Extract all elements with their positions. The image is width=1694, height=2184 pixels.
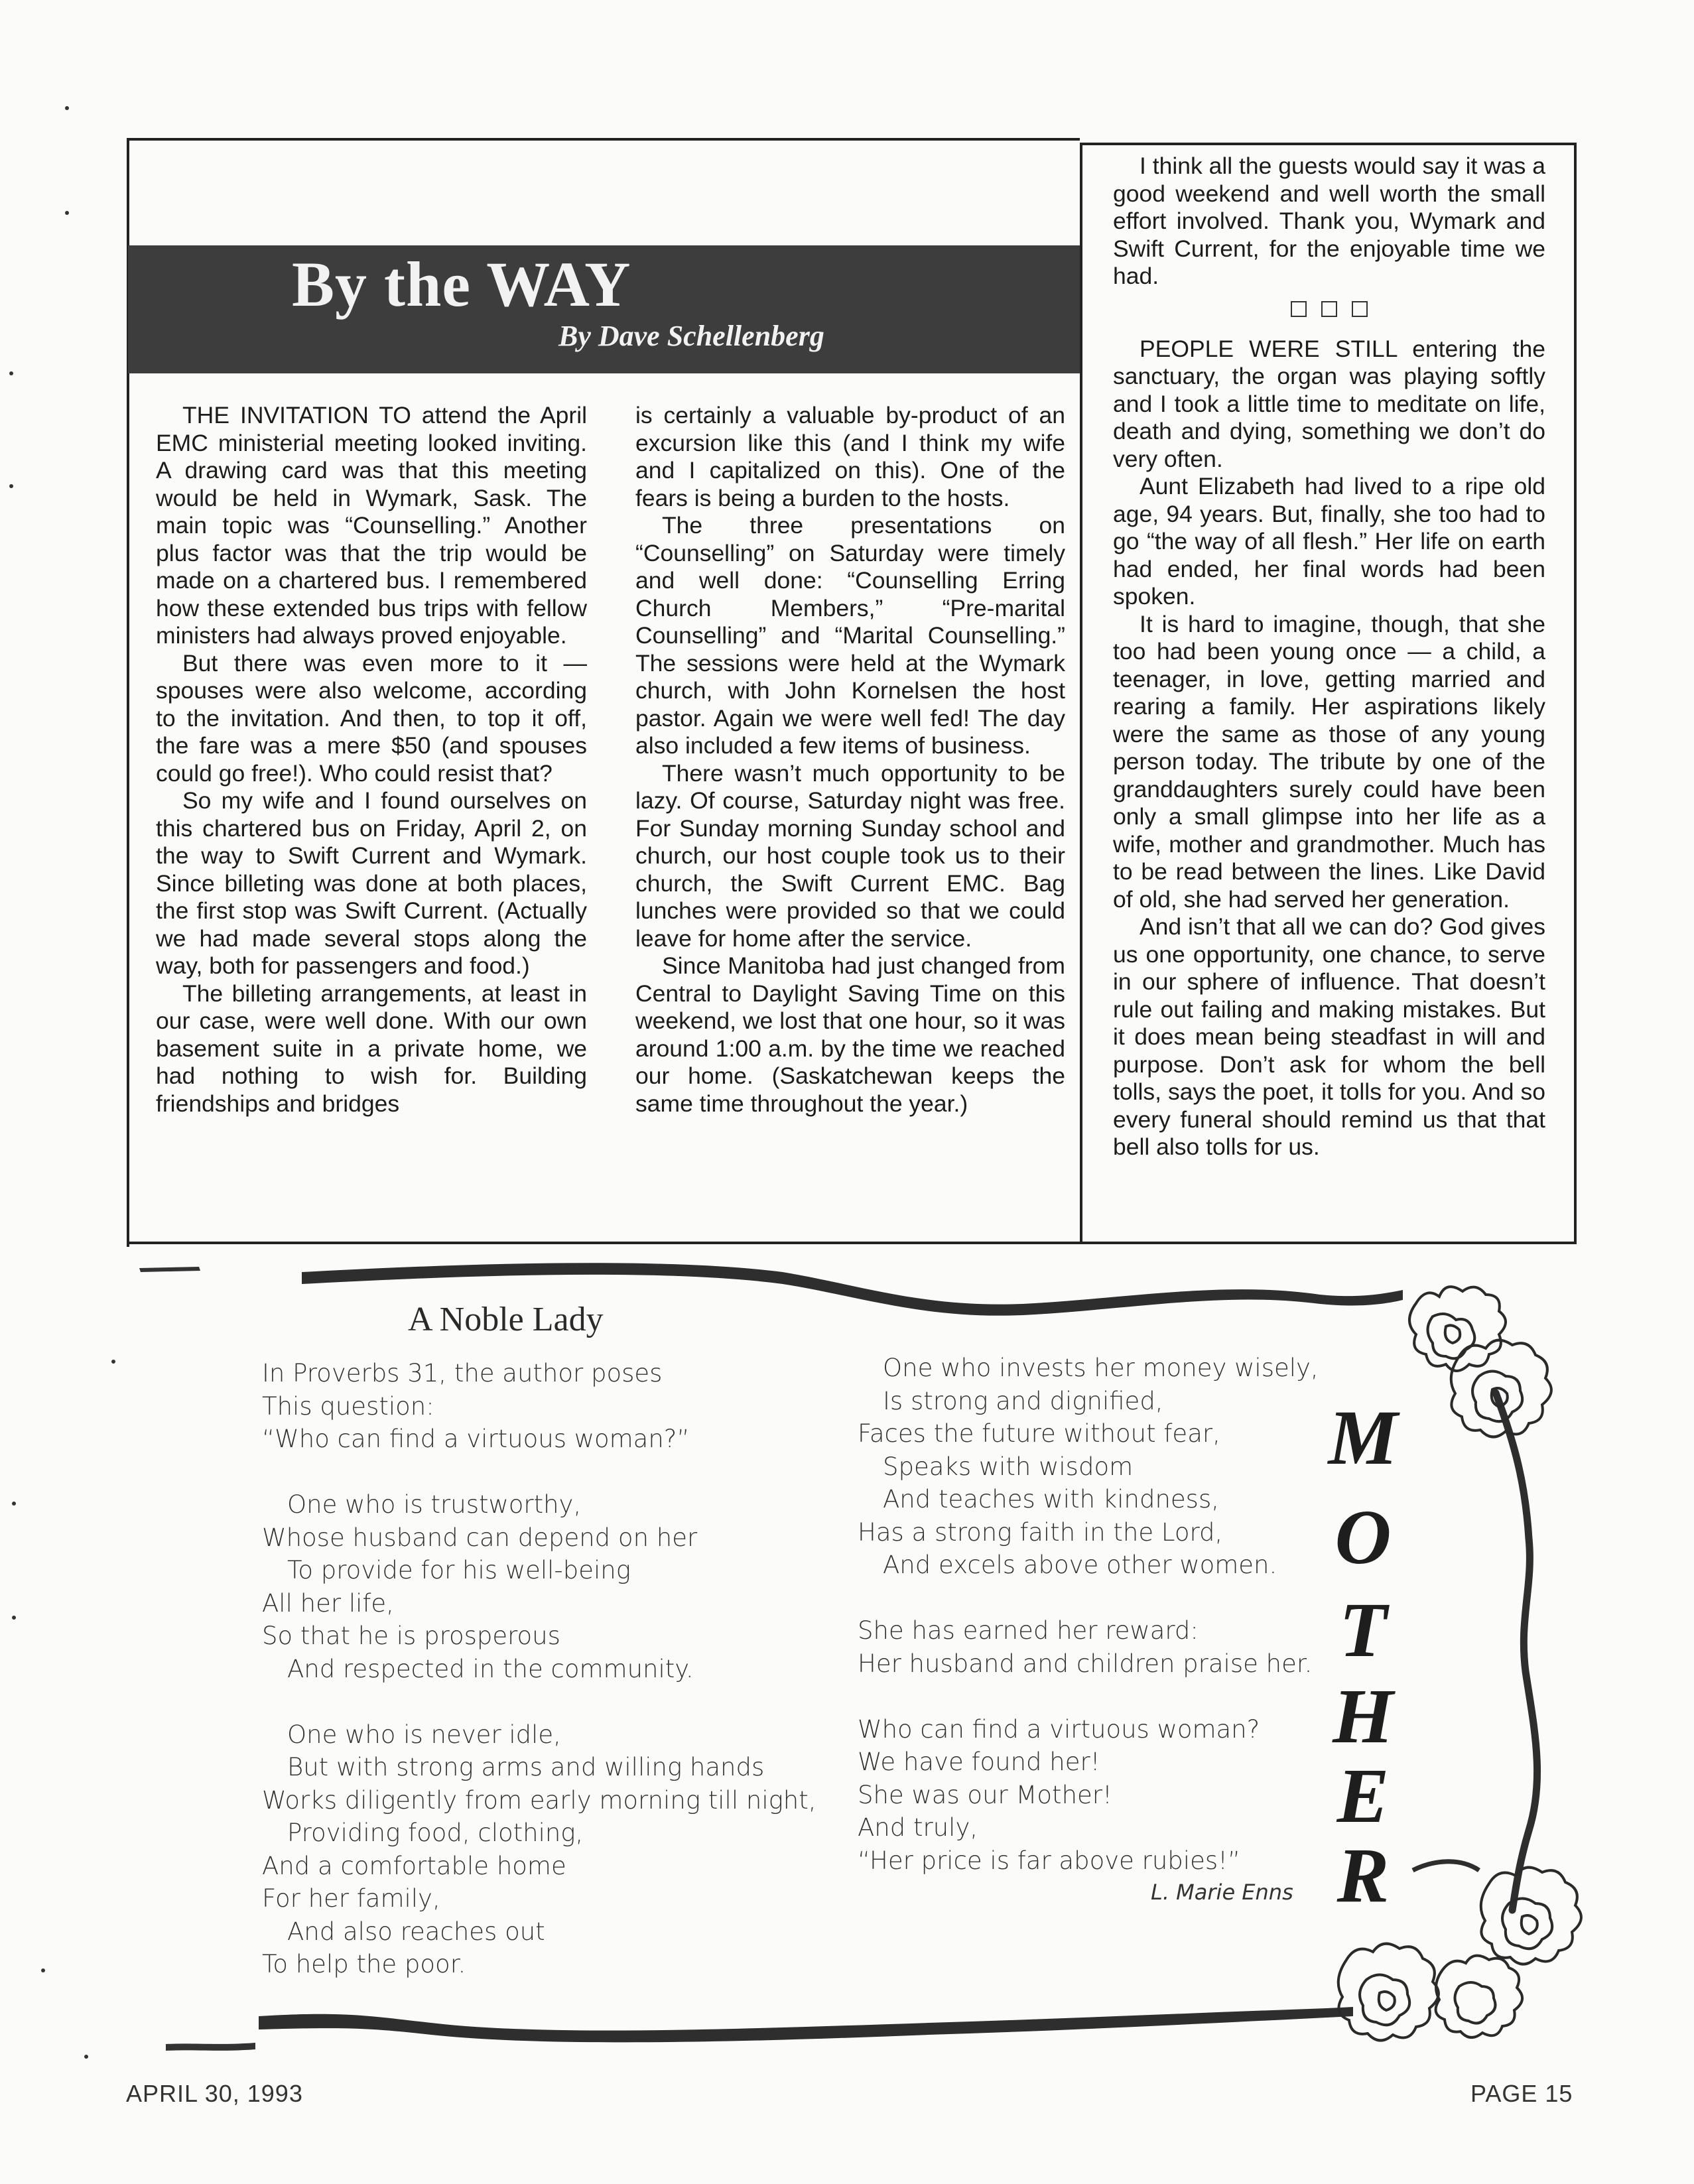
stanza-gap [858, 1582, 1319, 1615]
article-paragraph: PEOPLE WERE STILL entering the sanctuary, the organ was playing softly and I took a little time to meditate on life, death and dying, something we don’t do very often. [1113, 335, 1545, 472]
poem-line: We have found her! [858, 1748, 1100, 1776]
mother-letter: H [1333, 1673, 1394, 1760]
poem-line: To provide for his well-being [287, 1556, 631, 1584]
stanza-gap [858, 1680, 1319, 1713]
poem-line: “Who can find a virtuous woman?” [262, 1425, 690, 1453]
column-title: By the WAY [292, 249, 631, 320]
article-paragraph: The billeting arrangements, at least in our case, were well done. With our own basement suite in a private home, we had nothing to wish for. Building friendships and bridges [156, 980, 587, 1117]
article-paragraph: And isn’t that all we can do? God gives us one opportunity, one chance, to serve in our sphere of influence. That doesn’t rule out failing and making mistakes. But it does mean being steadfast in will and purpose. Don’t ask for whom the bell tolls, says the poet, it tolls for you. And so every funeral should remind us that that bell also tolls for us. [1113, 913, 1545, 1160]
carnation-flower [1481, 1868, 1581, 1964]
poem-line: Providing food, clothing, [287, 1819, 584, 1847]
vine-curl [1413, 1862, 1479, 1870]
article-paragraph: Since Manitoba had just changed from Central to Daylight Saving Time on this weekend, we lost that one hour, so it was around 1:00 a.m. by the time we reached our home. (Saskatchewan keeps the same time throughout the year.) [635, 952, 1065, 1117]
poem-line: All her life, [262, 1588, 394, 1618]
footer-page-number: PAGE 15 [1470, 2080, 1573, 2107]
poem-line: One who is never idle, [287, 1720, 561, 1749]
poem-author: L. Marie Enns [1151, 1880, 1293, 1905]
footer-date: APRIL 30, 1993 [126, 2080, 303, 2107]
column-byline: By Dave Schellenberg [558, 320, 824, 352]
poem-line: For her family, [262, 1884, 440, 1913]
poem-line: And truly, [858, 1813, 978, 1842]
poem-line: But with strong arms and willing hands [287, 1753, 765, 1781]
carnation-flower [1436, 1956, 1523, 2037]
mother-letter: R [1336, 1832, 1390, 1919]
brush-stroke-top-tick [139, 1267, 200, 1272]
poem-line: “Her price is far above rubies!” [858, 1846, 1241, 1875]
poem-column-left [262, 1357, 816, 1981]
poem-line: Her husband and children praise her. [858, 1649, 1313, 1678]
brush-stroke-bottom [259, 2007, 1353, 2042]
poem-line: She was our Mother! [858, 1780, 1112, 1809]
poem-line: And respected in the community. [287, 1654, 694, 1683]
poem-line: She has earned her reward: [858, 1616, 1199, 1645]
poem-line: This question: [262, 1391, 434, 1421]
mother-letter: T [1338, 1586, 1388, 1673]
article-paragraph: THE INVITATION TO attend the April EMC ministerial meeting looked inviting. A drawing card was that this meeting would be held in Wymark, Sask. The main topic was “Counselling.” Another plus factor was that the trip would be made on a chartered bus. I remembered how these extended bus trips with fellow ministers had always proved enjoyable. [156, 402, 587, 649]
poem-line: One who is trustworthy, [287, 1490, 582, 1519]
article-paragraph: There wasn’t much opportunity to be lazy. Of course, Saturday night was free. For Sunday morning Sunday school and church, our host couple took us to their church, the Swift Current EMC. Bag lunches were provided so that we could leave for home after the service. [635, 759, 1065, 952]
poem-line: In Proverbs 31, the author poses [262, 1359, 663, 1387]
poem-line: Whose husband can depend on her [262, 1523, 698, 1552]
vine-right [1496, 1393, 1537, 1910]
carnation-flower [1338, 1944, 1439, 2041]
article-paragraph: The three presentations on “Counselling” on Saturday were timely and well done: “Counselling Erring Church Members,” “Pre-marital Counselling” and “Marital Counselling.” The sessions were held at the Wymark church, with John Kornelsen the host pastor. Again we were well fed! The day also included a few items of business. [635, 512, 1065, 759]
poem-column-right [858, 1352, 1319, 1877]
poem-line: Works diligently from early morning till night, [262, 1785, 816, 1815]
mother-letter: E [1336, 1752, 1390, 1839]
stanza-gap [262, 1685, 816, 1718]
poem-line: And also reaches out [287, 1917, 545, 1946]
carnation-flower [1451, 1340, 1551, 1437]
poem-line: And a comfortable home [262, 1851, 566, 1880]
article-paragraph: I think all the guests would say it was a good weekend and well worth the small effort involved. Thank you, Wymark and Swift Current, for the enjoyable time we had. [1113, 153, 1545, 289]
poem-line: Who can find a virtuous woman? [858, 1714, 1260, 1744]
poem-line: Faces the future without fear, [858, 1419, 1220, 1448]
article-paragraph: So my wife and I found ourselves on this chartered bus on Friday, April 2, on the way to Swift Current and Wymark. Since billeting was done at both places, the first stop was Swift Current. (Actually we had made several stops along the way, both for passengers and food.) [156, 787, 587, 979]
article-paragraph: is certainly a valuable by-product of an excursion like this (and I think my wife and I capitalized on this). One of the fears is being a burden to the hosts. [635, 402, 1065, 511]
article-paragraph: Aunt Elizabeth had lived to a ripe old age, 94 years. But, finally, she too had to go “the way of all flesh.” Her life on earth had ended, her final words had been spoken. [1113, 473, 1545, 610]
poem-line: To help the poor. [262, 1950, 466, 1978]
brush-stroke-bottom-tick [166, 2043, 255, 2051]
poem-line: Has a strong faith in the Lord, [858, 1517, 1223, 1547]
poem-line: Speaks with wisdom [883, 1452, 1134, 1481]
article-paragraph: It is hard to imagine, though, that she too had been young once — a child, a teenager, in love, getting married and rearing a family. Her aspirations likely were the same as those of any young person today. The tribute by one of the granddaughters surely could have been only a small glimpse into her life as a wife, mother and grandmother. Much has to be read between the lines. Like David of old, she had served her generation. [1113, 610, 1545, 913]
stanza-gap [262, 1456, 816, 1489]
poem-line: Is strong and dignified, [883, 1386, 1163, 1415]
poem-title: A Noble Lady [408, 1301, 604, 1338]
poem-line: One who invests her money wisely, [883, 1354, 1319, 1382]
poem-line: So that he is prosperous [262, 1622, 560, 1650]
article-paragraph: But there was even more to it — spouses were also welcome, according to the invitation. And then, to top it off, the fare was a mere $50 (and spouses could go free!). Who could resist that? [156, 649, 587, 787]
mother-letter: O [1335, 1494, 1392, 1580]
mother-letter: M [1328, 1394, 1398, 1481]
poem-line: And excels above other women. [883, 1551, 1277, 1579]
poem-line: And teaches with kindness, [883, 1485, 1219, 1513]
